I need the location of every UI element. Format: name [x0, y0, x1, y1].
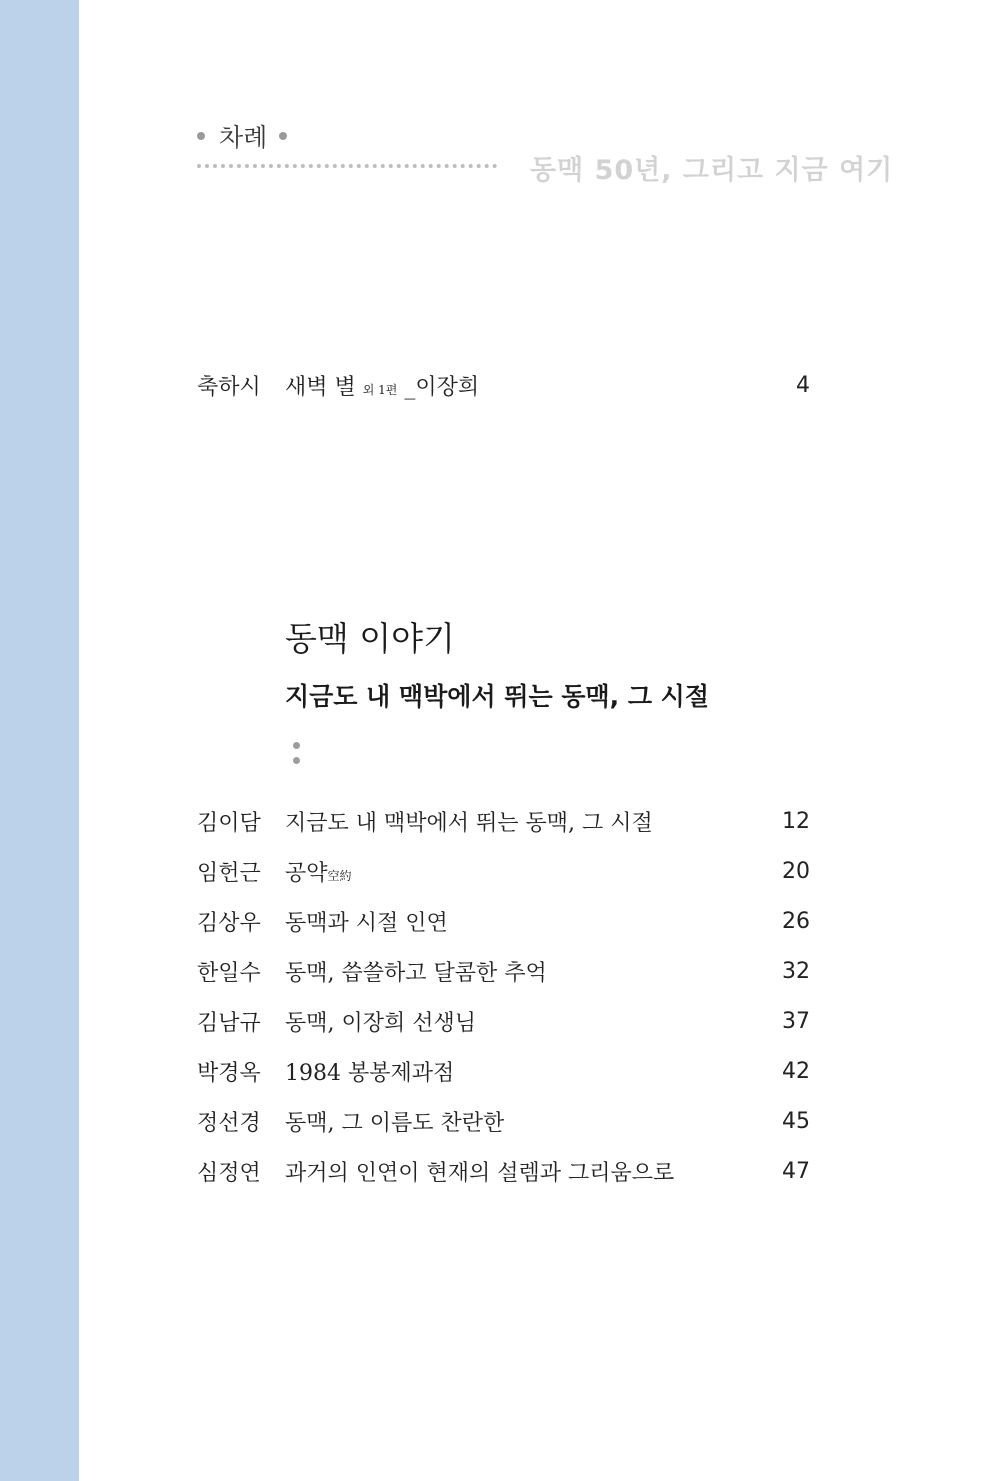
page-number: 4	[796, 372, 810, 398]
entry-category: 축하시	[197, 374, 261, 400]
page-number: 12	[782, 808, 810, 834]
entry-title-group	[285, 370, 750, 401]
entry-author: 김남규	[197, 1010, 261, 1036]
dotted-divider	[197, 164, 497, 168]
page-number: 32	[782, 958, 810, 984]
toc-entry	[197, 853, 810, 889]
entry-title: 동맥, 씁쓸하고 달콤한 추억	[285, 960, 547, 986]
page-number: 26	[782, 908, 810, 934]
entry-author: 박경옥	[197, 1060, 261, 1086]
bullet-dot-icon	[279, 132, 287, 140]
entry-title: 과거의 인연이 현재의 설렘과 그리움으로	[285, 1160, 675, 1186]
toc-entry	[197, 1003, 810, 1039]
entry-title: 동맥, 이장희 선생님	[285, 1010, 476, 1036]
congrats-entry	[197, 367, 810, 403]
entry-title: 동맥과 시절 인연	[285, 910, 448, 936]
entry-author: 심정연	[197, 1160, 261, 1186]
toc-entry	[197, 1153, 810, 1189]
page-number: 47	[782, 1158, 810, 1184]
page-number: 45	[782, 1108, 810, 1134]
running-title: 동맥 50년, 그리고 지금 여기	[530, 155, 894, 186]
toc-entry	[197, 1053, 810, 1089]
page-number: 37	[782, 1008, 810, 1034]
toc-label: 차례	[219, 123, 268, 152]
section-title: 동맥 이야기	[285, 619, 455, 658]
toc-entry	[197, 803, 810, 839]
side-color-band	[0, 0, 79, 1481]
toc-entry	[197, 1103, 810, 1139]
entry-author: 김이담	[197, 810, 261, 836]
toc-heading	[197, 118, 287, 154]
entry-title: 공약	[285, 860, 328, 886]
bullet-dot-icon	[197, 132, 205, 140]
vertical-dots-icon	[293, 742, 300, 764]
entry-title: 지금도 내 맥박에서 뛰는 동맥, 그 시절	[285, 810, 653, 836]
toc-entry	[197, 953, 810, 989]
entry-separator: _	[404, 374, 416, 400]
entry-author: 이장희	[415, 374, 480, 400]
entry-title: 1984 봉봉제과점	[285, 1060, 455, 1086]
page-number: 42	[782, 1058, 810, 1084]
toc-entry	[197, 903, 810, 939]
entry-author: 한일수	[197, 960, 261, 986]
entry-hanja: 空約	[327, 868, 352, 883]
entry-note: 외 1편	[362, 382, 398, 397]
entry-title: 동맥, 그 이름도 찬란한	[285, 1110, 505, 1136]
entry-author: 김상우	[197, 910, 261, 936]
entry-title: 새벽 별	[285, 374, 356, 400]
entry-author: 정선경	[197, 1110, 261, 1136]
entry-author: 임헌근	[197, 860, 261, 886]
page-number: 20	[782, 858, 810, 884]
section-subtitle: 지금도 내 맥박에서 뛰는 동맥, 그 시절	[285, 682, 709, 711]
entry-title-group	[285, 856, 750, 887]
